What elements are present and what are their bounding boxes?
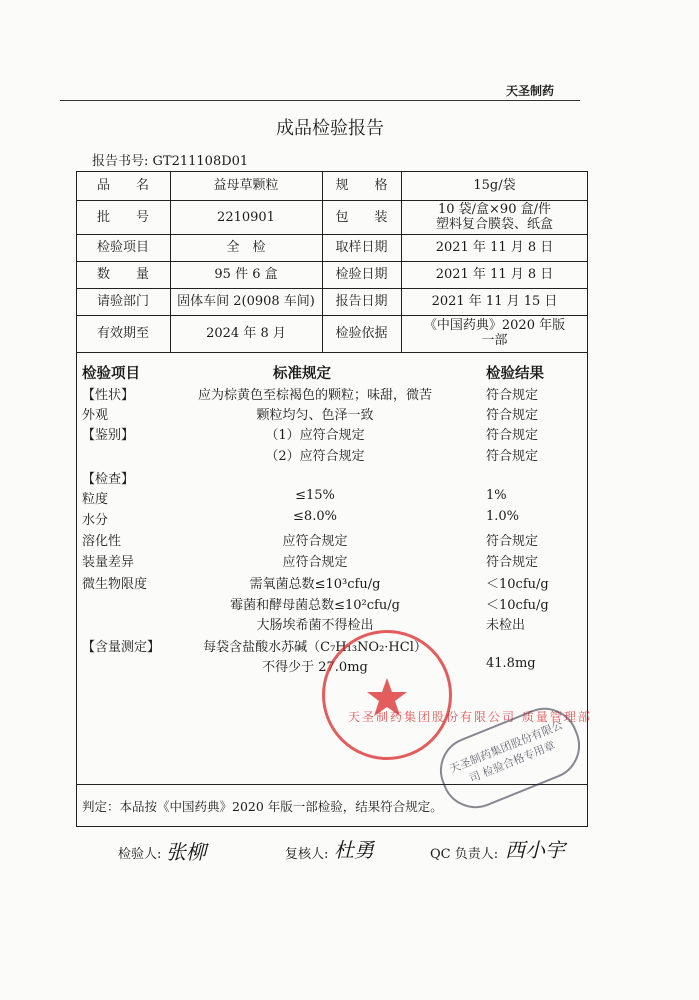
result-row-standard: （1）应符合规定 <box>265 428 365 443</box>
grid-line <box>170 171 171 352</box>
quantity-label: 数 量 <box>96 267 149 282</box>
result-row-standard: 颗粒均匀、色泽一致 <box>256 408 374 423</box>
item-label: 检验项目 <box>96 240 149 255</box>
result-row-standard: 大肠埃希菌不得检出 <box>256 618 374 633</box>
grid-line <box>76 288 588 289</box>
grid-line <box>76 200 588 201</box>
product-name-label: 品 名 <box>96 178 149 193</box>
quality-dept-seal-text: 天圣制药集团股份有限公司 质量管理部 <box>348 710 592 724</box>
package-label: 包 装 <box>335 210 388 225</box>
spec-label: 规 格 <box>335 178 388 193</box>
result-row-result: 符合规定 <box>486 449 539 464</box>
result-row-standard: 霉菌和酵母菌总数≤10²cfu/g <box>230 598 400 613</box>
result-row-standard: （2）应符合规定 <box>265 449 365 464</box>
result-row-result: 符合规定 <box>486 428 539 443</box>
grid-line <box>76 315 588 316</box>
dept-label: 请验部门 <box>96 294 149 309</box>
result-row-result: 1% <box>486 488 507 503</box>
result-row-standard: 需氧菌总数≤10³cfu/g <box>249 577 381 592</box>
result-row-standard: ≤8.0% <box>293 509 337 524</box>
batch-value: 2210901 <box>217 210 275 225</box>
dept-value: 固体车间 2(0908 车间) <box>177 294 315 309</box>
report-number-label: 报告书号: <box>92 154 149 169</box>
col-header-standard: 标准规定 <box>273 365 331 382</box>
sampling-date-label: 取样日期 <box>335 240 388 255</box>
result-row-item: 外观 <box>82 408 109 423</box>
expiry-value: 2024 年 8 月 <box>206 326 286 341</box>
product-name-value: 益母草颗粒 <box>213 178 279 193</box>
result-row-item: 【鉴别】 <box>82 428 135 443</box>
report-number-value: GT211108D01 <box>152 154 249 169</box>
result-row-item: 装量差异 <box>82 555 135 570</box>
quantity-value: 95 件 6 盒 <box>214 267 278 282</box>
inspection-date-label: 检验日期 <box>335 267 388 282</box>
item-value: 全 检 <box>226 240 266 255</box>
header-divider <box>60 100 580 101</box>
inspector-label: 检验人: <box>118 847 162 862</box>
grid-line <box>76 234 588 235</box>
result-row-item: 水分 <box>82 513 109 528</box>
spec-value: 15g/袋 <box>473 178 516 193</box>
col-header-item: 检验项目 <box>82 365 140 382</box>
report-number <box>92 150 248 169</box>
result-row-result: 符合规定 <box>486 534 539 549</box>
result-row-result: 符合规定 <box>486 408 539 423</box>
conclusion-text: 判定：本品按《中国药典》2020 年版一部检验，结果符合规定。 <box>82 799 443 814</box>
result-row-result: ＜10cfu/g <box>486 598 549 613</box>
result-row-item: 【含量测定】 <box>82 640 161 655</box>
reviewer-label: 复核人: <box>285 847 329 862</box>
page-title: 成品检验报告 <box>276 118 384 139</box>
col-header-result: 检验结果 <box>486 365 544 382</box>
result-row-item: 【检查】 <box>82 472 135 487</box>
result-row-result: 1.0% <box>486 509 520 524</box>
qc-signature: 西小宇 <box>505 838 565 862</box>
result-row-standard: 不得少于 27.0mg <box>262 660 368 675</box>
sampling-date-value: 2021 年 11 月 8 日 <box>435 240 554 255</box>
batch-label: 批 号 <box>96 210 149 225</box>
expiry-label: 有效期至 <box>96 326 149 341</box>
result-row-standard: ≤15% <box>295 488 335 503</box>
result-row-standard: 应符合规定 <box>282 555 348 570</box>
inspection-date-value: 2021 年 11 月 8 日 <box>435 267 554 282</box>
seal-star-icon <box>322 630 452 760</box>
grid-line <box>76 261 588 262</box>
result-row-result: 41.8mg <box>486 656 536 671</box>
result-row-result: 符合规定 <box>486 388 539 403</box>
report-date-value: 2021 年 11 月 15 日 <box>431 294 558 309</box>
reviewer-signature: 杜勇 <box>334 838 374 862</box>
inspector-signature: 张柳 <box>166 840 206 864</box>
grid-line <box>76 352 588 353</box>
grid-line <box>322 171 323 352</box>
result-row-item: 粒度 <box>82 492 109 507</box>
result-row-standard: 应符合规定 <box>282 534 348 549</box>
result-row-item: 微生物限度 <box>82 577 148 592</box>
basis-value-line1: 《中国药典》2020 年版 <box>423 318 566 333</box>
result-row-standard: 应为棕黄色至棕褐色的颗粒；味甜，微苦 <box>197 388 432 403</box>
result-row-result: ＜10cfu/g <box>486 577 549 592</box>
inspection-qualified-seal-text: 天圣制药集团股份有限公司 检验合格专用章 <box>447 718 565 786</box>
basis-label: 检验依据 <box>335 326 388 341</box>
package-value-line1: 10 袋/盒×90 盒/件 <box>437 202 551 217</box>
result-row-item: 【性状】 <box>82 388 135 403</box>
brand-logo-text: 天圣制药 <box>506 84 555 98</box>
qc-label: QC 负责人: <box>430 847 499 862</box>
result-row-item: 溶化性 <box>82 534 122 549</box>
result-row-result: 符合规定 <box>486 555 539 570</box>
result-row-result: 未检出 <box>486 618 526 633</box>
result-row-standard: 每袋含盐酸水苏碱（C₇H₁₃NO₂·HCl） <box>203 640 427 655</box>
package-value-line2: 塑料复合膜袋、纸盒 <box>435 217 553 232</box>
report-date-label: 报告日期 <box>335 294 388 309</box>
basis-value-line2: 一部 <box>481 333 508 348</box>
